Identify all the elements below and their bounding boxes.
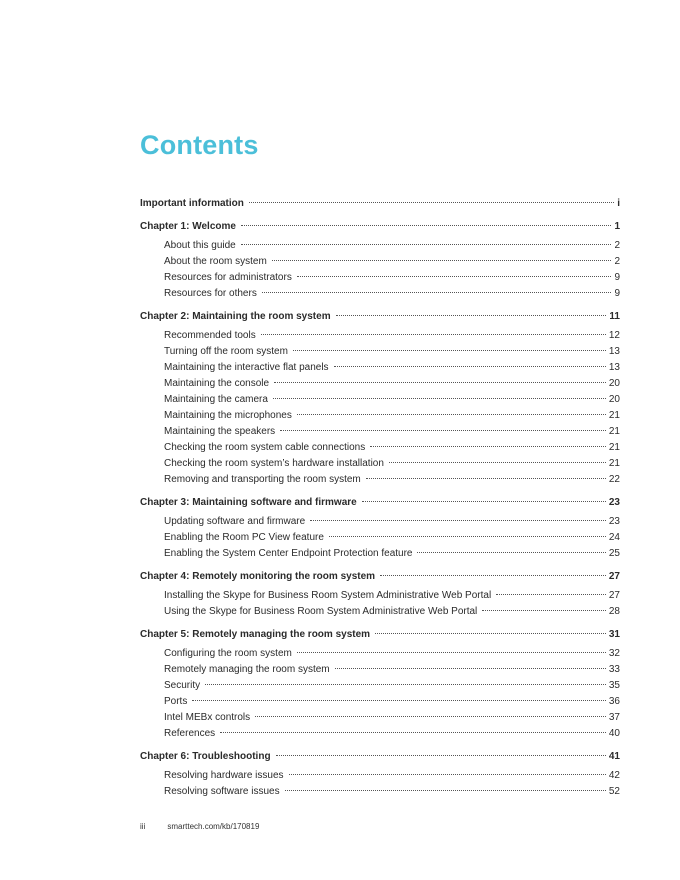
dot-leader bbox=[496, 594, 606, 595]
toc-entry-label: Maintaining the speakers bbox=[164, 426, 276, 437]
toc-entry-page-number: 21 bbox=[608, 410, 620, 421]
toc-section-entry[interactable] bbox=[140, 546, 620, 562]
toc-entry-page-number: 37 bbox=[608, 712, 620, 723]
toc-entry-page-number: 11 bbox=[609, 311, 620, 322]
toc-entry-label: Turning off the room system bbox=[164, 346, 288, 357]
toc-chapter-entry[interactable] bbox=[140, 569, 620, 585]
toc-section-entry[interactable] bbox=[140, 472, 620, 488]
toc-entry-page-number: i bbox=[617, 198, 620, 209]
dot-leader bbox=[220, 732, 606, 733]
dot-leader bbox=[272, 260, 612, 261]
toc-section-entry[interactable] bbox=[140, 254, 620, 270]
toc-entry-label: Enabling the Room PC View feature bbox=[164, 532, 324, 543]
toc-entry-label: Resources for administrators bbox=[164, 272, 292, 283]
dot-leader bbox=[261, 334, 606, 335]
toc-entry-page-number: 22 bbox=[608, 474, 620, 485]
toc-entry-page-number: 20 bbox=[608, 394, 620, 405]
table-of-contents bbox=[140, 196, 620, 800]
toc-entry-page-number: 41 bbox=[608, 751, 620, 762]
toc-entry-label: Maintaining the console bbox=[164, 378, 270, 389]
toc-entry-page-number: 27 bbox=[608, 571, 620, 582]
toc-entry-label: Updating software and firmware bbox=[164, 516, 306, 527]
dot-leader bbox=[276, 755, 606, 756]
toc-section-entry[interactable] bbox=[140, 376, 620, 392]
toc-entry-page-number: 20 bbox=[608, 378, 620, 389]
dot-leader bbox=[192, 700, 606, 701]
dot-leader bbox=[482, 610, 606, 611]
toc-entry-label: References bbox=[164, 728, 216, 739]
dot-leader bbox=[285, 790, 606, 791]
toc-section-entry[interactable] bbox=[140, 588, 620, 604]
toc-section-entry[interactable] bbox=[140, 344, 620, 360]
toc-entry-label: Resources for others bbox=[164, 288, 257, 299]
dot-leader bbox=[417, 552, 605, 553]
toc-entry-label: Using the Skype for Business Room System Administrative Web Portal bbox=[164, 606, 478, 617]
toc-entry-page-number: 32 bbox=[608, 648, 620, 659]
toc-section-entry[interactable] bbox=[140, 408, 620, 424]
toc-entry-page-number: 35 bbox=[608, 680, 620, 691]
dot-leader bbox=[335, 668, 606, 669]
toc-section-entry[interactable] bbox=[140, 678, 620, 694]
toc-entry-page-number: 13 bbox=[608, 346, 620, 357]
dot-leader bbox=[241, 244, 612, 245]
toc-section-entry[interactable] bbox=[140, 238, 620, 254]
toc-section-entry[interactable] bbox=[140, 328, 620, 344]
footer-page-number: iii bbox=[140, 822, 146, 831]
dot-leader bbox=[334, 366, 606, 367]
toc-section-entry[interactable] bbox=[140, 710, 620, 726]
toc-entry-label: Chapter 1: Welcome bbox=[140, 221, 236, 232]
toc-entry-page-number: 25 bbox=[608, 548, 620, 559]
toc-entry-label: Checking the room system’s hardware installation bbox=[164, 458, 384, 469]
toc-entry-label: Installing the Skype for Business Room System Administrative Web Portal bbox=[164, 590, 492, 601]
toc-entry-page-number: 23 bbox=[608, 497, 620, 508]
toc-section-entry[interactable] bbox=[140, 662, 620, 678]
dot-leader bbox=[362, 501, 606, 502]
toc-section-entry[interactable] bbox=[140, 604, 620, 620]
dot-leader bbox=[249, 202, 614, 203]
toc-entry-page-number: 9 bbox=[614, 288, 620, 299]
toc-section-entry[interactable] bbox=[140, 270, 620, 286]
toc-section-entry[interactable] bbox=[140, 392, 620, 408]
toc-entry-page-number: 9 bbox=[614, 272, 620, 283]
toc-entry-label: Chapter 5: Remotely managing the room system bbox=[140, 629, 371, 640]
toc-entry-page-number: 21 bbox=[608, 442, 620, 453]
toc-entry-page-number: 13 bbox=[608, 362, 620, 373]
toc-section-entry[interactable] bbox=[140, 726, 620, 742]
toc-entry-label: About the room system bbox=[164, 256, 267, 267]
toc-entry-page-number: 33 bbox=[608, 664, 620, 675]
dot-leader bbox=[297, 652, 606, 653]
dot-leader bbox=[293, 350, 606, 351]
dot-leader bbox=[205, 684, 606, 685]
toc-entry-page-number: 36 bbox=[608, 696, 620, 707]
toc-entry-label: Ports bbox=[164, 696, 188, 707]
toc-section-entry[interactable] bbox=[140, 440, 620, 456]
dot-leader bbox=[241, 225, 611, 226]
toc-entry-page-number: 12 bbox=[608, 330, 620, 341]
toc-section-entry[interactable] bbox=[140, 784, 620, 800]
toc-entry-page-number: 2 bbox=[614, 256, 620, 267]
toc-entry-label: Chapter 4: Remotely monitoring the room system bbox=[140, 571, 376, 582]
dot-leader bbox=[310, 520, 606, 521]
toc-entry-page-number: 27 bbox=[608, 590, 620, 601]
toc-entry-label: Chapter 2: Maintaining the room system bbox=[140, 311, 331, 322]
dot-leader bbox=[289, 774, 606, 775]
toc-section-entry[interactable] bbox=[140, 646, 620, 662]
toc-section-entry[interactable] bbox=[140, 286, 620, 302]
toc-entry-label: Recommended tools bbox=[164, 330, 256, 341]
dot-leader bbox=[329, 536, 606, 537]
toc-entry-page-number: 52 bbox=[608, 786, 620, 797]
toc-entry-label: Enabling the System Center Endpoint Protection feature bbox=[164, 548, 413, 559]
toc-entry-page-number: 28 bbox=[608, 606, 620, 617]
toc-entry-label: Maintaining the interactive flat panels bbox=[164, 362, 329, 373]
toc-chapter-entry[interactable] bbox=[140, 196, 620, 212]
dot-leader bbox=[380, 575, 606, 576]
toc-entry-label: About this guide bbox=[164, 240, 236, 251]
dot-leader bbox=[297, 276, 612, 277]
toc-entry-label: Important information bbox=[140, 198, 244, 209]
toc-entry-page-number: 23 bbox=[608, 516, 620, 527]
dot-leader bbox=[255, 716, 606, 717]
toc-entry-page-number: 21 bbox=[608, 458, 620, 469]
toc-entry-page-number: 40 bbox=[608, 728, 620, 739]
toc-entry-page-number: 21 bbox=[608, 426, 620, 437]
toc-entry-label: Security bbox=[164, 680, 201, 691]
dot-leader bbox=[375, 633, 606, 634]
toc-section-entry[interactable] bbox=[140, 360, 620, 376]
dot-leader bbox=[297, 414, 606, 415]
toc-section-entry[interactable] bbox=[140, 424, 620, 440]
toc-entry-label: Checking the room system cable connections bbox=[164, 442, 366, 453]
dot-leader bbox=[274, 382, 606, 383]
footer-url: smarttech.com/kb/170819 bbox=[167, 822, 260, 831]
dot-leader bbox=[262, 292, 612, 293]
dot-leader bbox=[370, 446, 606, 447]
toc-entry-label: Chapter 6: Troubleshooting bbox=[140, 751, 271, 762]
toc-entry-page-number: 31 bbox=[608, 629, 620, 640]
dot-leader bbox=[273, 398, 606, 399]
toc-entry-label: Resolving hardware issues bbox=[164, 770, 284, 781]
page-footer bbox=[140, 822, 259, 831]
toc-entry-label: Chapter 3: Maintaining software and firmware bbox=[140, 497, 357, 508]
toc-section-entry[interactable] bbox=[140, 530, 620, 546]
toc-entry-label: Maintaining the camera bbox=[164, 394, 268, 405]
toc-section-entry[interactable] bbox=[140, 768, 620, 784]
toc-entry-page-number: 24 bbox=[608, 532, 620, 543]
toc-entry-label: Intel MEBx controls bbox=[164, 712, 251, 723]
dot-leader bbox=[280, 430, 606, 431]
toc-chapter-entry[interactable] bbox=[140, 219, 620, 235]
toc-chapter-entry[interactable] bbox=[140, 627, 620, 643]
dot-leader bbox=[389, 462, 606, 463]
toc-entry-label: Configuring the room system bbox=[164, 648, 292, 659]
toc-entry-label: Resolving software issues bbox=[164, 786, 280, 797]
toc-chapter-entry[interactable] bbox=[140, 309, 620, 325]
toc-entry-label: Remotely managing the room system bbox=[164, 664, 330, 675]
page-title: Contents bbox=[140, 130, 259, 160]
toc-chapter-entry[interactable] bbox=[140, 495, 620, 511]
toc-entry-label: Removing and transporting the room system bbox=[164, 474, 361, 485]
toc-chapter-entry[interactable] bbox=[140, 749, 620, 765]
toc-entry-page-number: 2 bbox=[614, 240, 620, 251]
toc-entry-page-number: 1 bbox=[614, 221, 620, 232]
toc-section-entry[interactable] bbox=[140, 514, 620, 530]
toc-section-entry[interactable] bbox=[140, 456, 620, 472]
toc-section-entry[interactable] bbox=[140, 694, 620, 710]
toc-entry-page-number: 42 bbox=[608, 770, 620, 781]
toc-entry-label: Maintaining the microphones bbox=[164, 410, 292, 421]
dot-leader bbox=[366, 478, 606, 479]
dot-leader bbox=[336, 315, 607, 316]
